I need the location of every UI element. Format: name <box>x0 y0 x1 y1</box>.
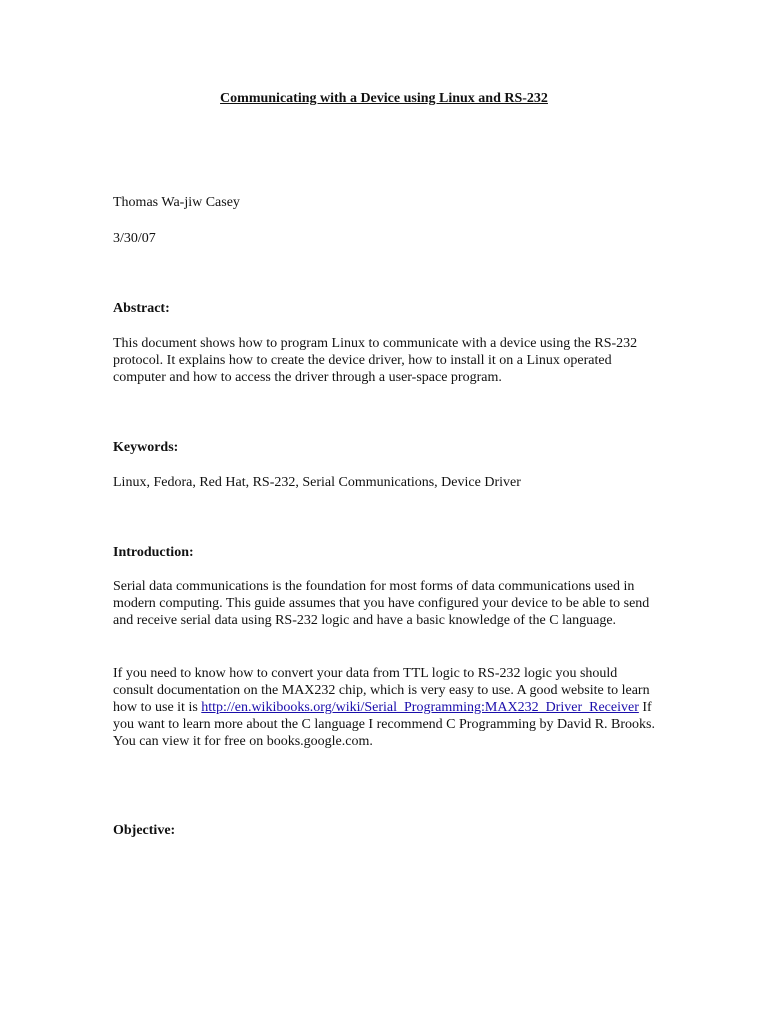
objective-heading: Objective: <box>113 823 176 838</box>
paragraph-2-text-before-link: If you need to know how to convert your data from TTL logic to RS-232 logic you should consult documentation on the MAX232 chip, which is very easy to use. A good website to learn how to use it is <box>113 666 650 715</box>
keywords-text: Linux, Fedora, Red Hat, RS-232, Serial Communications, Device Driver <box>113 475 521 490</box>
keywords-heading: Keywords: <box>113 440 179 455</box>
document-title: Communicating with a Device using Linux and RS-232 <box>220 91 548 106</box>
abstract-heading: Abstract: <box>113 301 170 316</box>
author-name: Thomas Wa-jiw Casey <box>113 195 240 210</box>
introduction-heading: Introduction: <box>113 545 194 560</box>
abstract-text: This document shows how to program Linux to communicate with a device using the RS-232 protocol. It explains how to create the device driver, how to install it on a Linux operated computer and how to access the driver through a user-space program. <box>113 336 638 385</box>
introduction-paragraph-2 <box>113 665 658 750</box>
introduction-paragraph-1: Serial data communications is the foundation for most forms of data communications used in modern computing. This guide assumes that you have configured your device to be able to send and receive serial data using RS-232 logic and have a basic knowledge of the C language. <box>113 579 650 628</box>
paragraph-2-text-after-link: If you want to learn more about the C language I recommend C Programming by David R. Brooks. You can view it for free on books.google.com. <box>113 700 656 749</box>
max232-wikibooks-link[interactable]: http://en.wikibooks.org/wiki/Serial_Programming:MAX232_Driver_Receiver <box>201 700 639 715</box>
document-date: 3/30/07 <box>113 231 156 246</box>
